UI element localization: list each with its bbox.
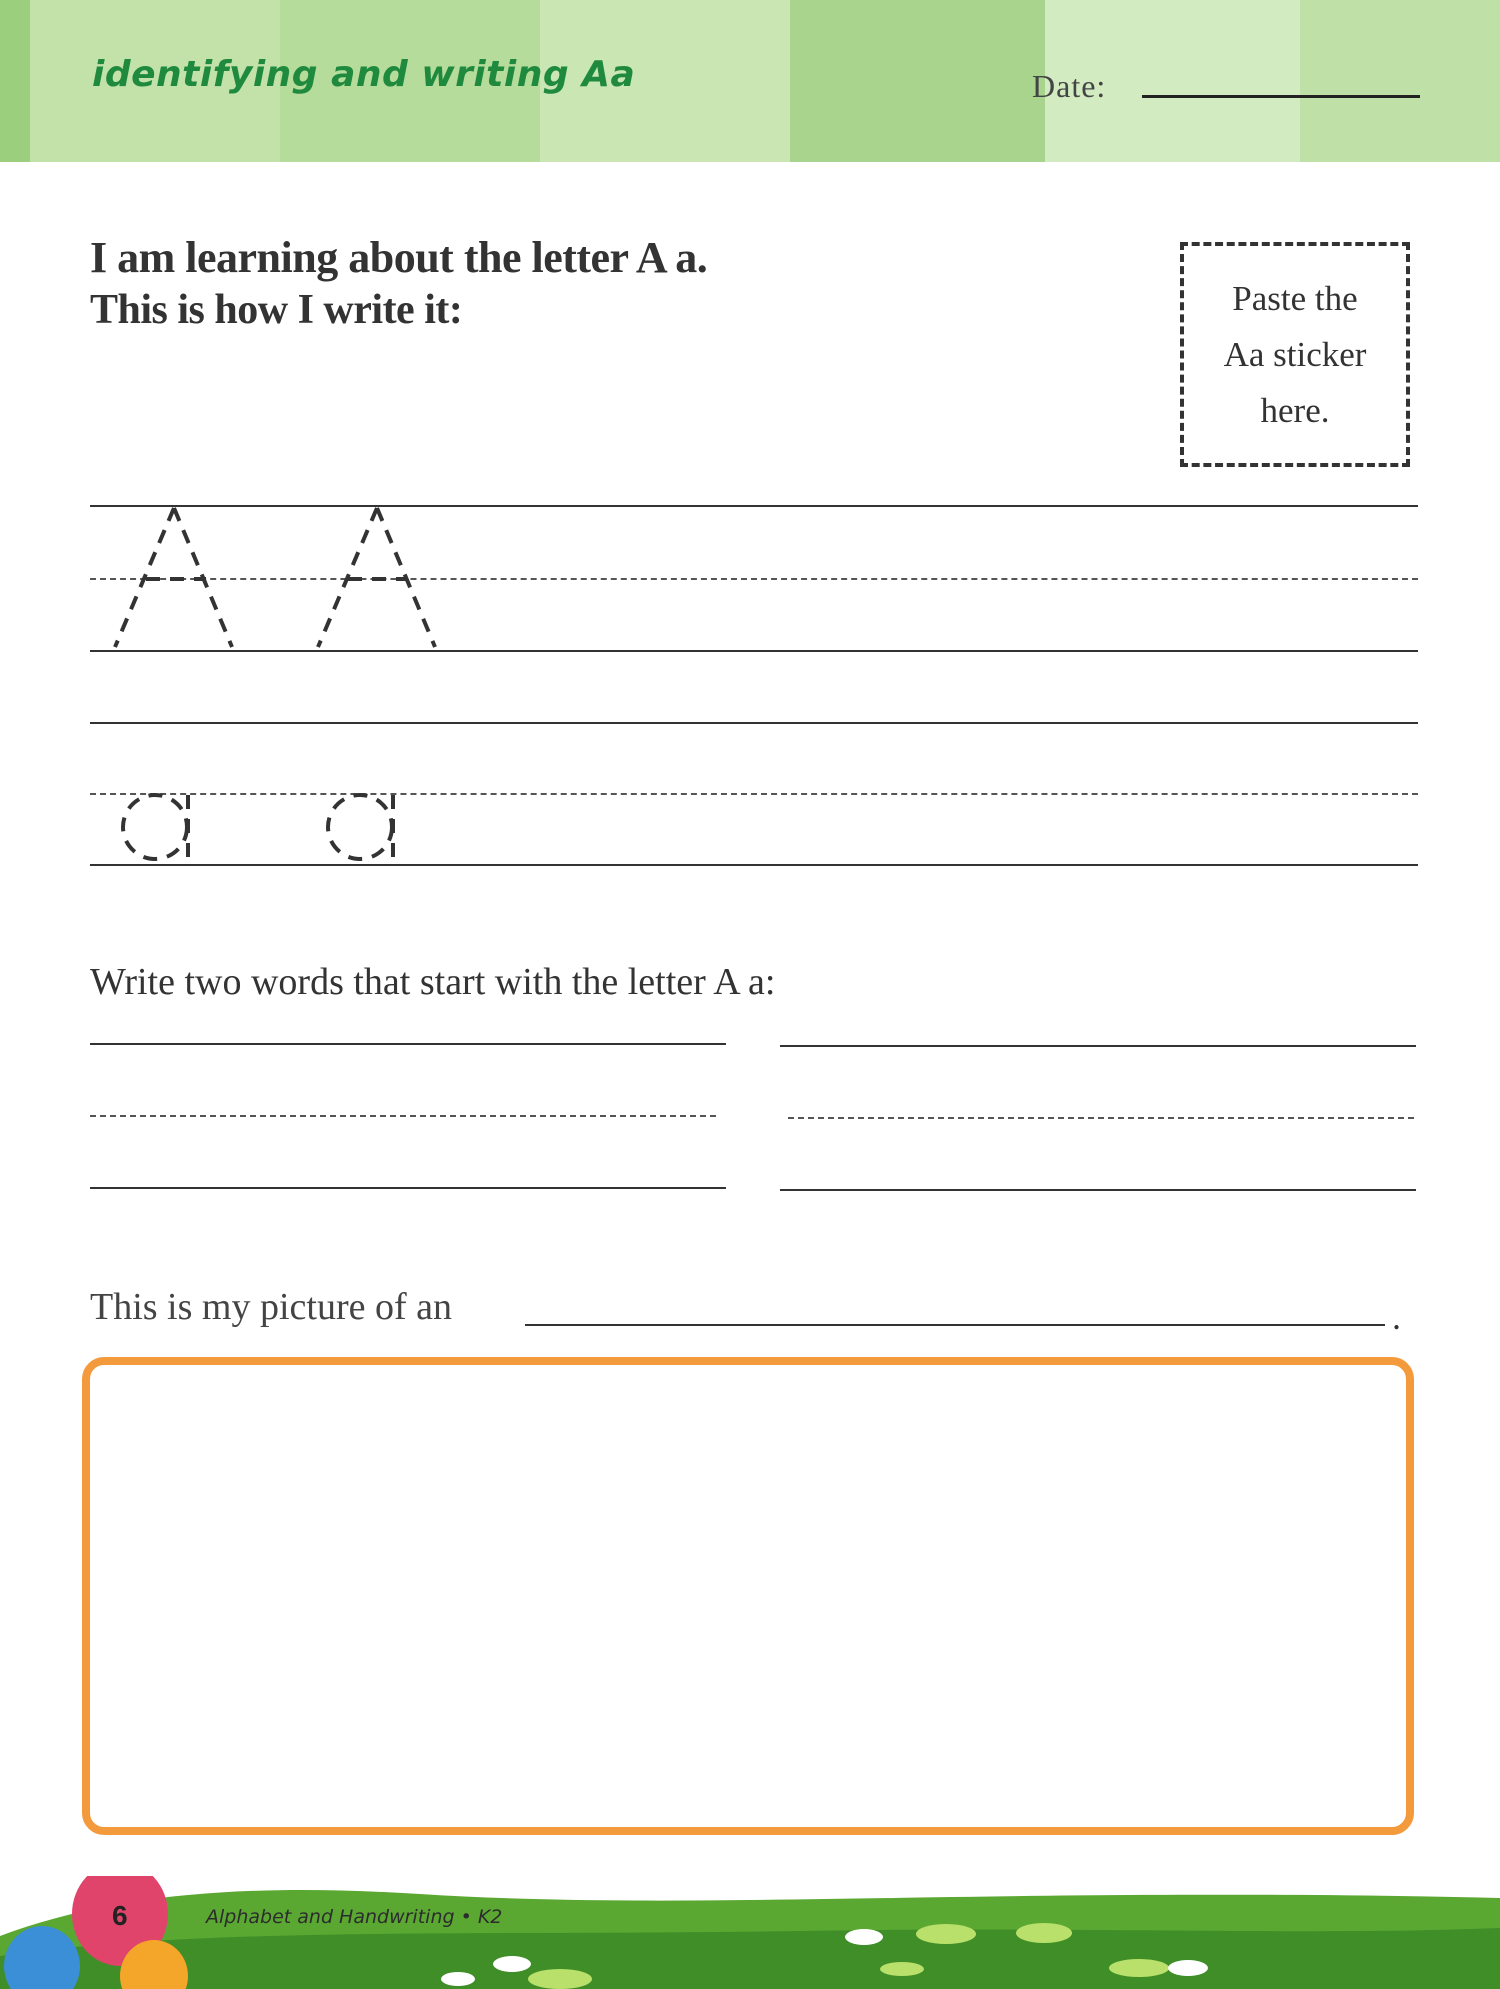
- intro-heading: I am learning about the letter A a.: [90, 233, 708, 282]
- word-2-top-line: [780, 1045, 1416, 1047]
- word-1-base-line[interactable]: [90, 1187, 726, 1189]
- page-number: 6: [112, 1900, 128, 1931]
- sticker-line-2: Aa sticker: [1223, 334, 1367, 374]
- drawing-box[interactable]: [82, 1357, 1414, 1835]
- word-2-mid-line: [788, 1117, 1414, 1119]
- picture-period: .: [1392, 1297, 1401, 1337]
- page-title: identifying and writing Aa: [92, 54, 636, 95]
- book-title: Alphabet and Handwriting • K2: [206, 1906, 503, 1928]
- words-prompt: Write two words that start with the letter A a:: [90, 961, 776, 1003]
- date-label: Date:: [1032, 68, 1107, 104]
- sticker-line-3: here.: [1260, 390, 1330, 430]
- trace-uppercase-a-1: [115, 508, 232, 647]
- trace-lowercase-a-2: [328, 795, 393, 862]
- picture-name-line[interactable]: [525, 1324, 1385, 1326]
- trace-uppercase-a-2: [318, 508, 435, 647]
- footer-grass: [0, 1876, 1500, 1989]
- word-1-mid-line: [90, 1115, 716, 1117]
- word-1-top-line: [90, 1043, 726, 1045]
- trace-lowercase-a-1: [123, 795, 188, 862]
- sticker-line-1: Paste the: [1232, 278, 1358, 318]
- intro-subheading: This is how I write it:: [90, 287, 463, 333]
- picture-label: This is my picture of an: [90, 1286, 452, 1328]
- word-2-base-line[interactable]: [780, 1189, 1416, 1191]
